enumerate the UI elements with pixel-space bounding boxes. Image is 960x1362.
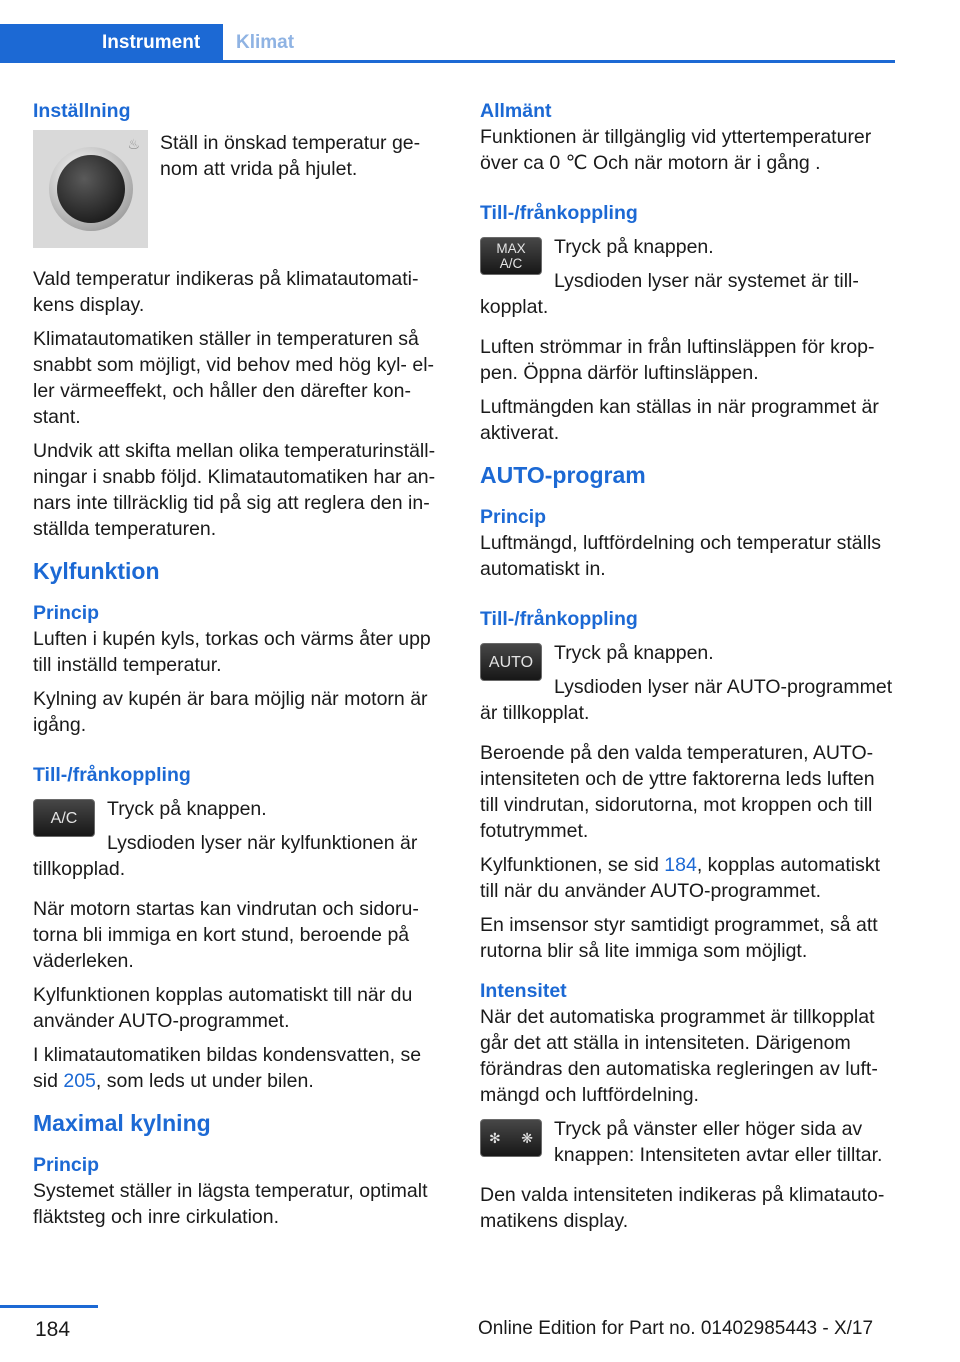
paragraph: Luften i kupén kyls, torkas och värms åter upp till inställd temperatur. bbox=[33, 628, 431, 676]
subheading-till-frankoppling: Till-/frånkoppling bbox=[480, 202, 638, 224]
page-header bbox=[0, 0, 960, 64]
paragraph: Tryck på knappen. bbox=[554, 236, 714, 258]
subheading-intensitet: Intensitet bbox=[480, 980, 567, 1002]
paragraph: Klimatautomatiken ställer in temperaturen så snabbt som möjligt, vid behov med hög kyl- eller värmeeffekt, och håller den därefter konstant. bbox=[33, 328, 435, 428]
paragraph: Vald temperatur indikeras på klimatautomatikens display. bbox=[33, 268, 419, 316]
paragraph: När motorn startas kan vindrutan och sidorutorna bli immiga en kort stund, beroende på väderleken. bbox=[33, 898, 419, 972]
right-column bbox=[480, 98, 895, 1242]
header-rule bbox=[0, 60, 895, 63]
paragraph: Den valda intensiteten indikeras på klimatautomatikens display. bbox=[480, 1184, 885, 1232]
heading-kylfunktion: Kylfunktion bbox=[33, 558, 160, 584]
tab-klimat[interactable]: Klimat bbox=[236, 32, 295, 53]
section-installning-title: Inställning bbox=[33, 100, 131, 122]
paragraph-cooling-ref: Kylfunktionen, se sid 184, kopplas automatiskt till när du använder AUTO-programmet. bbox=[480, 854, 881, 902]
paragraph: Luftmängden kan ställas in när programmet är aktiverat. bbox=[480, 396, 879, 444]
subheading-allmant: Allmänt bbox=[480, 100, 552, 122]
paragraph: Kylfunktionen kopplas automatiskt till när du använder AUTO-programmet. bbox=[33, 984, 413, 1032]
ac-button-icon bbox=[33, 799, 95, 837]
paragraph: Ställ in önskad temperatur genom att vrida på hjulet. bbox=[160, 132, 421, 180]
page-link-205[interactable]: 205 bbox=[63, 1070, 96, 1092]
left-column bbox=[33, 98, 448, 1238]
tab-instrument[interactable]: Instrument bbox=[0, 24, 223, 63]
paragraph: Lysdioden lyser när AUTO-programmet är tillkopplat. bbox=[480, 676, 893, 724]
auto-button-icon bbox=[480, 643, 542, 681]
edition-text: Online Edition for Part no. 01402985443 - X/17 bbox=[478, 1318, 874, 1339]
paragraph: Lysdioden lyser när systemet är tillkopplat. bbox=[480, 270, 859, 318]
subheading-princip: Princip bbox=[33, 1154, 100, 1176]
fan-low-icon: ✻ bbox=[489, 1129, 501, 1146]
paragraph: Beroende på den valda temperaturen, AUTO-intensiteten och de yttre faktorerna leds luften till vindrutan, sidorutorna, mot kroppen och till fotutrymmet. bbox=[480, 742, 875, 842]
paragraph: En imsensor styr samtidigt programmet, så att rutorna blir så lite immiga som möjligt. bbox=[480, 914, 878, 962]
paragraph: Lysdioden lyser när kylfunktionen är tillkopplad. bbox=[33, 832, 418, 880]
max-ac-button-icon bbox=[480, 237, 542, 275]
paragraph: Tryck på vänster eller höger sida av knappen: Intensiteten avtar eller tilltar. bbox=[554, 1118, 883, 1166]
subheading-till-frankoppling: Till-/frånkoppling bbox=[33, 764, 191, 786]
ac-button-label: A/C bbox=[50, 809, 78, 827]
paragraph: Tryck på knappen. bbox=[107, 798, 267, 820]
fan-high-icon: ❋ bbox=[521, 1129, 533, 1146]
heading-maximal-kylning: Maximal kylning bbox=[33, 1110, 211, 1136]
intensity-button-icon bbox=[480, 1119, 542, 1157]
subheading-till-frankoppling: Till-/frånkoppling bbox=[480, 608, 638, 630]
paragraph-condensation: I klimatautomatiken bildas kondensvatten, se sid 205, som leds ut under bilen. bbox=[33, 1044, 422, 1092]
auto-button-label: AUTO bbox=[488, 653, 534, 671]
paragraph: Systemet ställer in lägsta temperatur, optimalt fläktsteg och inre cirkulation. bbox=[33, 1180, 428, 1228]
page-number: 184 bbox=[35, 1318, 71, 1341]
paragraph: Funktionen är tillgänglig vid yttertemperaturer över ca 0 ℃ Och när motorn är i gång . bbox=[480, 126, 872, 174]
max-ac-label-line2: A/C bbox=[499, 256, 523, 271]
heat-icon: ♨ bbox=[127, 136, 140, 152]
subheading-princip: Princip bbox=[33, 602, 100, 624]
knob-center bbox=[57, 155, 125, 223]
paragraph: Kylning av kupén är bara möjlig när motorn är igång. bbox=[33, 688, 428, 736]
auto-button-figure bbox=[480, 640, 542, 681]
paragraph: När det automatiska programmet är tillkopplat går det att ställa in intensiteten. Därigenom förändras den automatiska regleringen av luftmängd och luftfördelning. bbox=[480, 1006, 878, 1106]
temperature-knob-image bbox=[33, 130, 148, 248]
paragraph: Luften strömmar in från luftinsläppen för kroppen. Öppna därför luftinsläppen. bbox=[480, 336, 875, 384]
intensity-button-figure bbox=[480, 1116, 542, 1157]
subheading-princip: Princip bbox=[480, 506, 547, 528]
ac-button-figure bbox=[33, 796, 95, 837]
page-link-184[interactable]: 184 bbox=[664, 854, 697, 876]
paragraph: Tryck på knappen. bbox=[554, 642, 714, 664]
max-ac-button-figure bbox=[480, 234, 542, 275]
paragraph: Luftmängd, luftfördelning och temperatur ställs automatiskt in. bbox=[480, 532, 882, 580]
heading-auto-program: AUTO-program bbox=[480, 462, 646, 488]
paragraph: Undvik att skifta mellan olika temperaturinställningar i snabb följd. Klimatautomatiken har annars inte tillräcklig tid på sig att reglera den inställda temperaturen. bbox=[33, 440, 436, 540]
footer-rule bbox=[0, 1305, 98, 1308]
max-ac-label-line1: MAX bbox=[496, 241, 526, 256]
